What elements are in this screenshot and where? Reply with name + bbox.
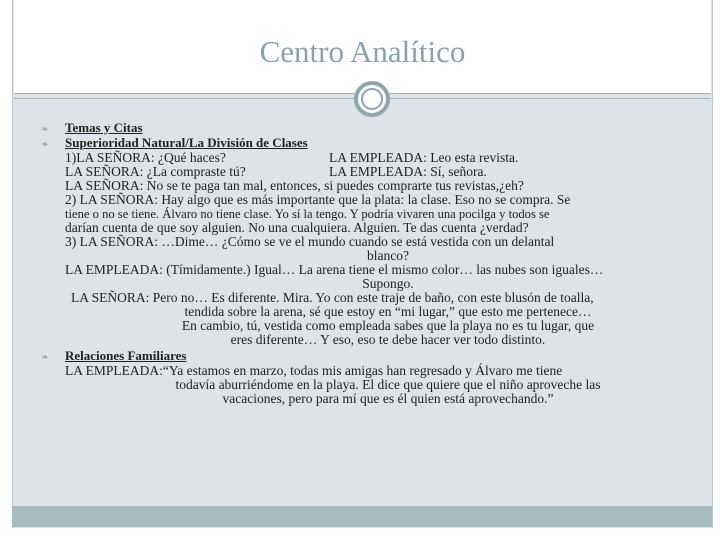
title-area — [14, 0, 711, 94]
dialog-line: darían cuenta de que soy alguien. No una cualquiera. Alguien. Te das cuenta ¿verdad? — [65, 220, 529, 235]
dialog-line: LA EMPLEADA: (Tímidamente.) Igual… La arena tiene el mismo color… las nubes son iguales… — [65, 262, 604, 277]
dialog-line: tiene o no se tiene. Álvaro no tiene clase. Yo sí la tengo. Y podría vivaren una pocilga y todos se — [65, 207, 550, 221]
bullet-item-relaciones — [41, 349, 711, 364]
dialog-line: LA SEÑORA: No se te paga tan mal, entonces, si puedes comprarte tus revistas,¿eh? — [65, 178, 524, 193]
content-body — [41, 121, 711, 406]
dialog-text: LA EMPLEADA: Leo esta revista. — [329, 150, 519, 165]
dialog-line: Supongo. — [362, 276, 414, 291]
decorative-ring-inner — [361, 88, 383, 110]
dialog-line: 3) LA SEÑORA: …Dime… ¿Cómo se ve el mundo cuando se está vestida con un delantal — [65, 234, 555, 249]
quote-line: vacaciones, pero para mí que es él quien está aprovechando.” — [222, 391, 554, 406]
dialog-line: LA SEÑORA: Pero no… Es diferente. Mira. Yo con este traje de baño, con este blusón de toalla, — [71, 290, 594, 305]
bullet-item-superioridad — [41, 136, 711, 151]
dialog-line: tendida sobre la arena, sé que estoy en “mi lugar,” que esto me pertenece… — [184, 304, 592, 319]
dialog-line: blanco? — [367, 248, 409, 263]
dialog-text: LA EMPLEADA: Sí, señora. — [329, 164, 487, 179]
bullet-heading: Temas y Citas — [65, 120, 143, 135]
swoosh-bullet-icon: ❧ — [41, 124, 49, 134]
footer-bar — [12, 506, 712, 527]
bullet-item-temas — [41, 121, 711, 136]
bullet-heading: Relaciones Familiares — [65, 348, 187, 363]
dialog-line: En cambio, tú, vestida como empleada sabes que la playa no es tu lugar, que — [181, 318, 595, 333]
dialog-line — [41, 165, 711, 179]
quote-line: todavía aburriéndome en la playa. El dice que quiere que el niño aproveche las — [175, 377, 601, 392]
dialog-line — [41, 151, 711, 165]
dialog-text: LA SEÑORA: ¿La compraste tú? — [65, 164, 246, 179]
page-title: Centro Analítico — [259, 34, 466, 69]
decorative-ring-icon — [354, 81, 390, 117]
dialog-line: 2) LA SEÑORA: Hay algo que es más importante que la plata: la clase. Eso no se compra. Se — [65, 192, 571, 207]
dialog-text: 1)LA SEÑORA: ¿Qué haces? — [65, 150, 226, 165]
bullet-heading: Superioridad Natural/La División de Clases — [65, 135, 308, 150]
quote-line: LA EMPLEADA:“Ya estamos en marzo, todas mis amigas han regresado y Álvaro me tiene — [65, 363, 563, 378]
dialog-line: eres diferente… Y eso, eso te debe hacer ver todo distinto. — [230, 332, 546, 347]
swoosh-bullet-icon: ❧ — [41, 352, 49, 362]
swoosh-bullet-icon: ❧ — [41, 139, 49, 149]
slide — [12, 0, 713, 528]
